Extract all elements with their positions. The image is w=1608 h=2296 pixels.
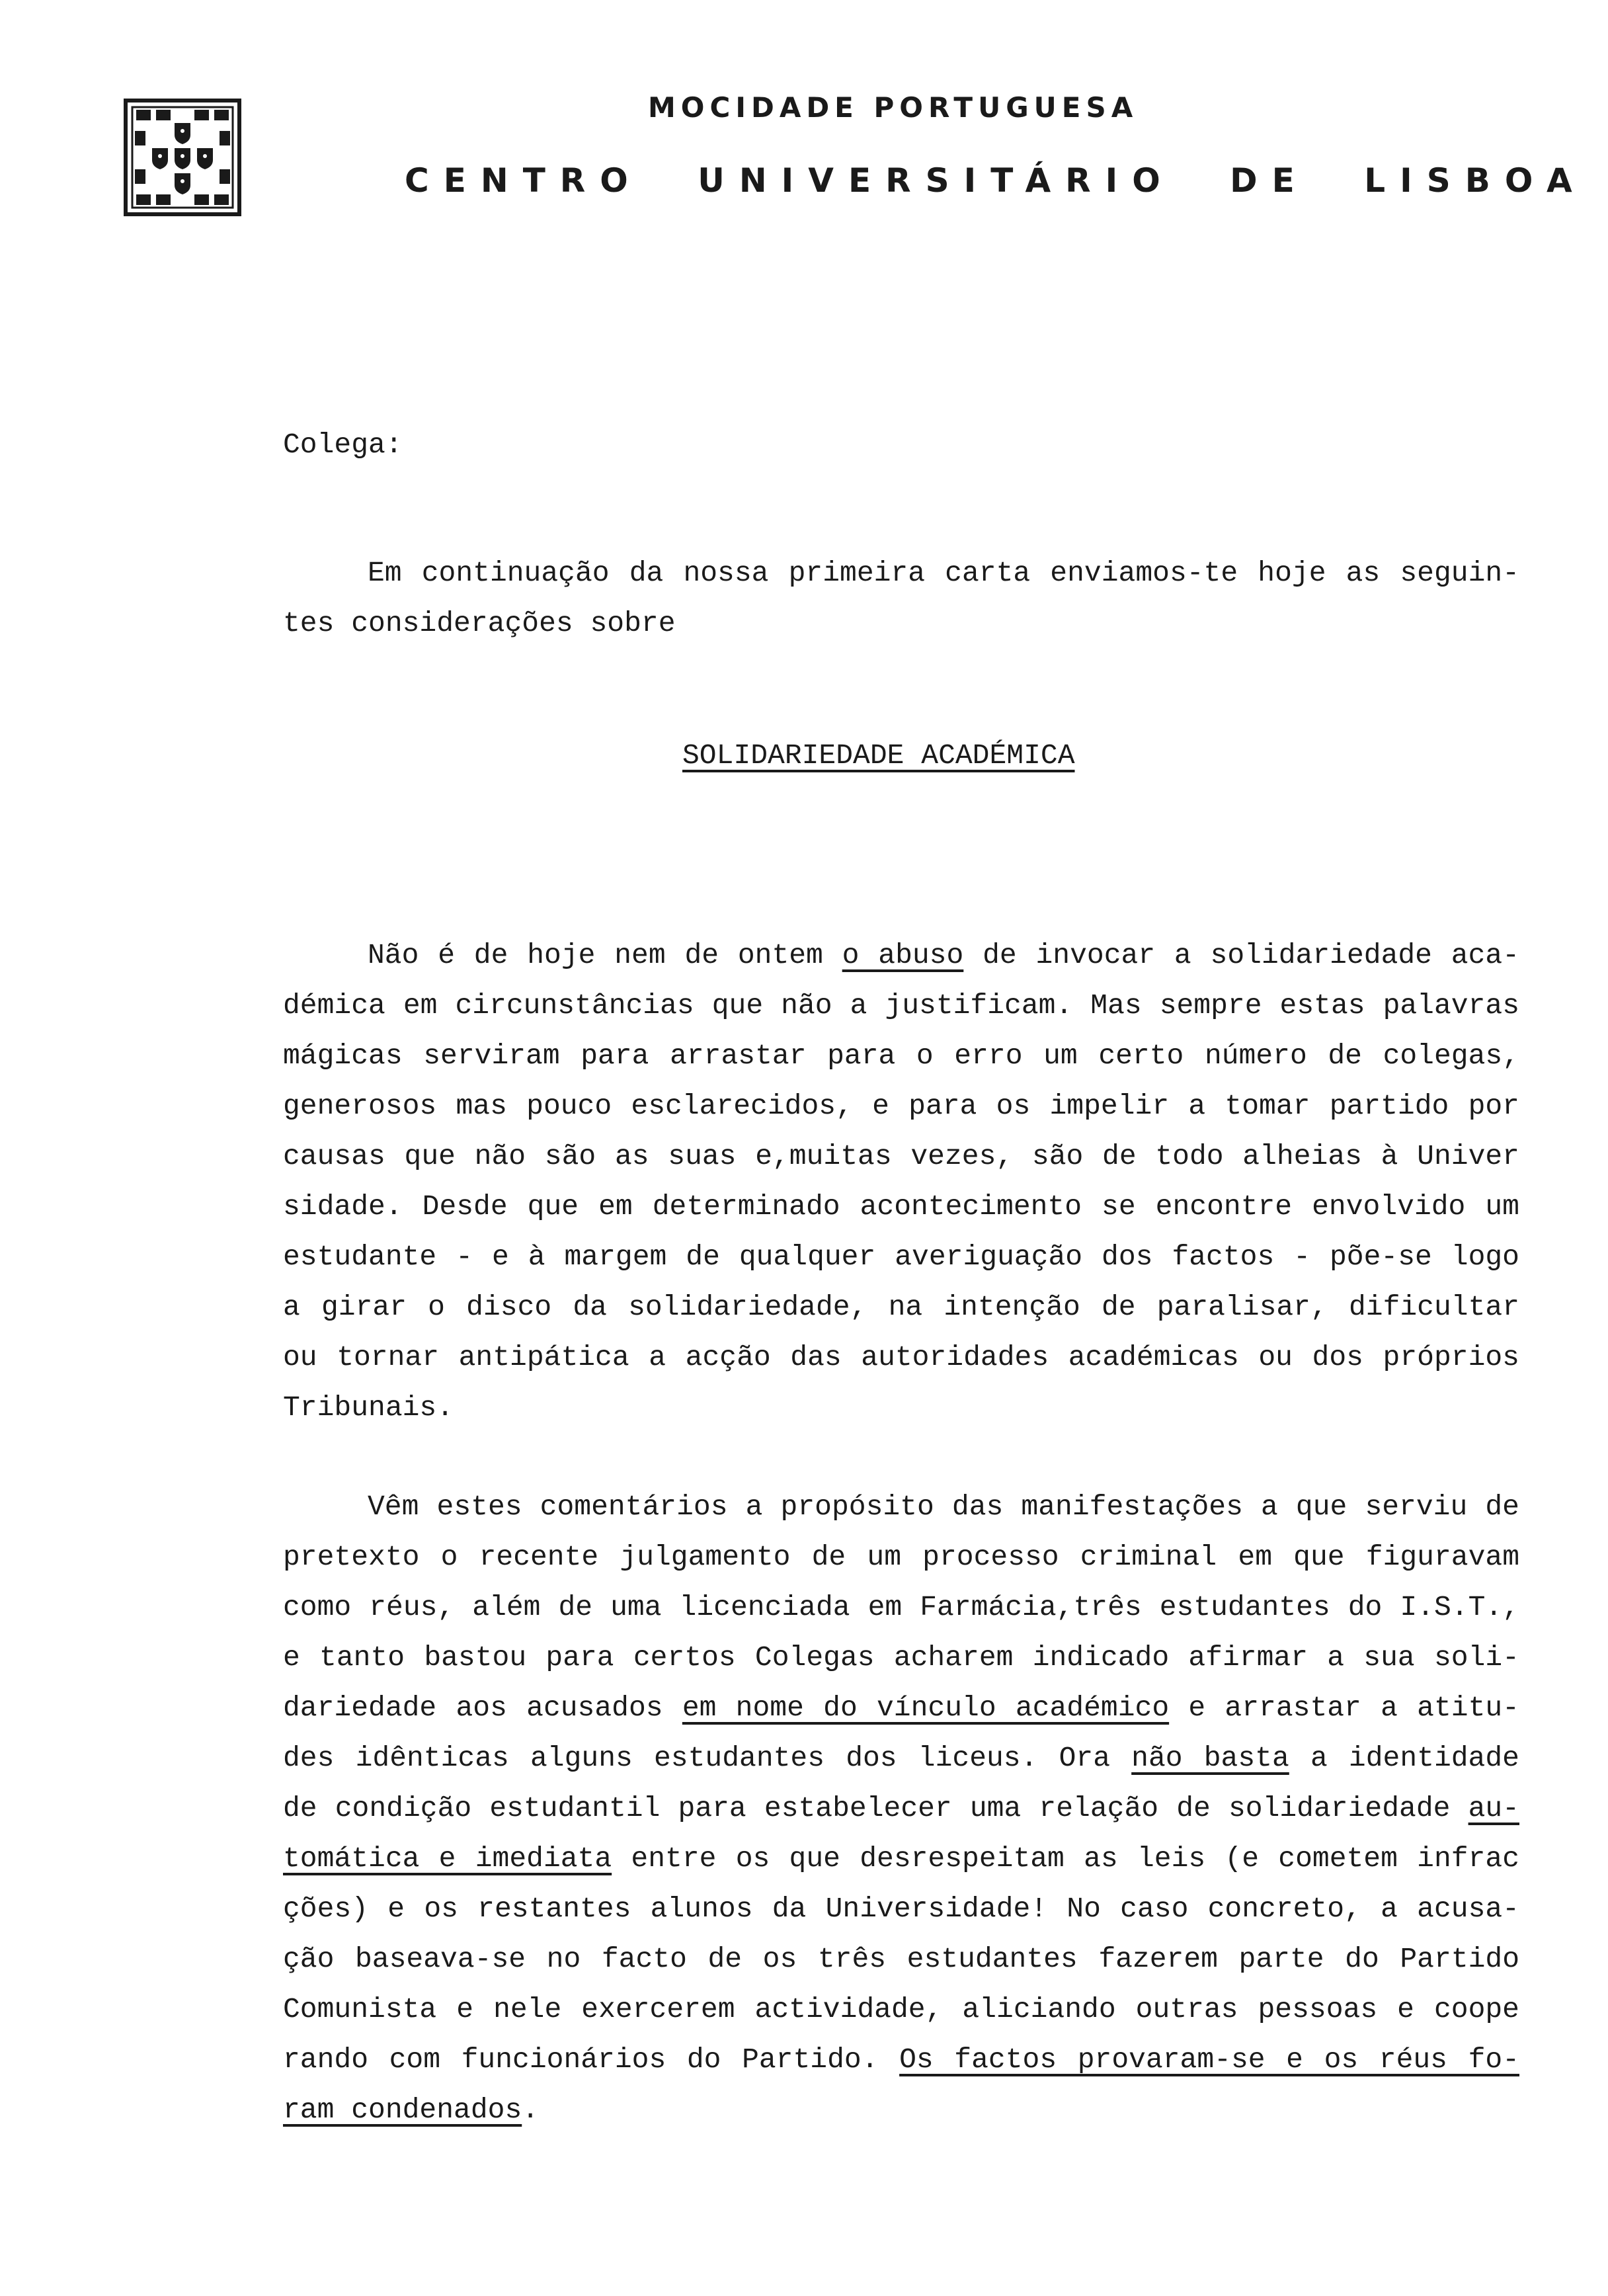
paragraph-1-line: causas que não são as suas e,muitas vezes, são de todo alheias à Univer	[283, 1140, 1519, 1172]
paragraph-1-line: sidade. Desde que em determinado acontecimento se encontre envolvido um	[283, 1190, 1519, 1223]
paragraph-2-line: e tanto bastou para certos Colegas acharem indicado afirmar a sua soli-	[283, 1641, 1519, 1674]
paragraph-1-line: mágicas serviram para arrastar para o erro um certo número de colegas,	[283, 1040, 1519, 1072]
paragraph-2-line: ção baseava-se no facto de os três estudantes fazerem parte do Partido	[283, 1943, 1519, 1975]
text-run: dariedade aos acusados	[283, 1692, 682, 1724]
text-run: entre os que desrespeitam as leis (e cometem infrac	[612, 1842, 1519, 1875]
paragraph-2-line	[283, 1692, 1519, 1724]
text-run: des idênticas alguns estudantes dos liceus. Ora	[283, 1742, 1132, 1774]
organization-subtitle: CENTRO UNIVERSITÁRIO DE LISBOA	[405, 161, 1587, 200]
organization-name: MOCIDADE PORTUGUESA	[648, 91, 1139, 124]
text-run: Não é de hoje nem de ontem	[368, 939, 842, 971]
paragraph-2-line	[283, 2094, 1519, 2126]
underlined-text: ram condenados	[283, 2094, 522, 2126]
underlined-text: em nome do vínculo académico	[682, 1692, 1170, 1724]
section-title: SOLIDARIEDADE ACADÉMICA	[682, 739, 1075, 772]
underlined-text: au-	[1468, 1792, 1519, 1824]
paragraph-2-line: ções) e os restantes alunos da Universidade! No caso concreto, a acusa-	[283, 1893, 1519, 1925]
text-run: .	[522, 2094, 540, 2126]
paragraph-1-line: estudante - e à margem de qualquer averiguação dos factos - põe-se logo	[283, 1241, 1519, 1273]
salutation: Colega:	[283, 429, 403, 461]
text-run: rando com funcionários do Partido.	[283, 2043, 900, 2076]
text-run: a identidade	[1289, 1742, 1519, 1774]
text-run: de invocar a solidariedade aca-	[963, 939, 1519, 971]
intro-line: Em continuação da nossa primeira carta enviamos-te hoje as seguin-	[368, 557, 1519, 589]
paragraph-1-line: a girar o disco da solidariedade, na intenção de paralisar, dificultar	[283, 1291, 1519, 1323]
underlined-text: o abuso	[842, 939, 964, 971]
text-run: de condição estudantil para estabelecer uma relação de solidariedade	[283, 1792, 1468, 1824]
paragraph-2-line: Vêm estes comentários a propósito das manifestações a que serviu de	[368, 1491, 1519, 1523]
underlined-text: tomática e imediata	[283, 1842, 612, 1875]
paragraph-2-line	[283, 1742, 1519, 1774]
paragraph-1-line	[368, 939, 1519, 971]
paragraph-2-line	[283, 1792, 1519, 1824]
text-run: e arrastar a atitu-	[1169, 1692, 1519, 1724]
paragraph-2-line	[283, 1842, 1519, 1875]
paragraph-1-line: démica em circunstâncias que não a justificam. Mas sempre estas palavras	[283, 989, 1519, 1022]
paragraph-1-line: generosos mas pouco esclarecidos, e para os impelir a tomar partido por	[283, 1090, 1519, 1122]
coat-of-arms-emblem	[123, 98, 242, 217]
paragraph-2-line	[283, 2043, 1519, 2076]
paragraph-2-line: Comunista e nele exercerem actividade, aliciando outras pessoas e coope	[283, 1993, 1519, 2026]
underlined-text: Os factos provaram-se e os réus fo-	[899, 2043, 1519, 2076]
paragraph-1-line: Tribunais.	[283, 1391, 454, 1424]
paragraph-1-line: ou tornar antipática a acção das autoridades académicas ou dos próprios	[283, 1341, 1519, 1374]
underlined-text: não basta	[1131, 1742, 1289, 1774]
paragraph-2-line: como réus, além de uma licenciada em Farmácia,três estudantes do I.S.T.,	[283, 1591, 1519, 1623]
intro-line: tes considerações sobre	[283, 607, 676, 639]
paragraph-2-line: pretexto o recente julgamento de um processo criminal em que figuravam	[283, 1541, 1519, 1573]
